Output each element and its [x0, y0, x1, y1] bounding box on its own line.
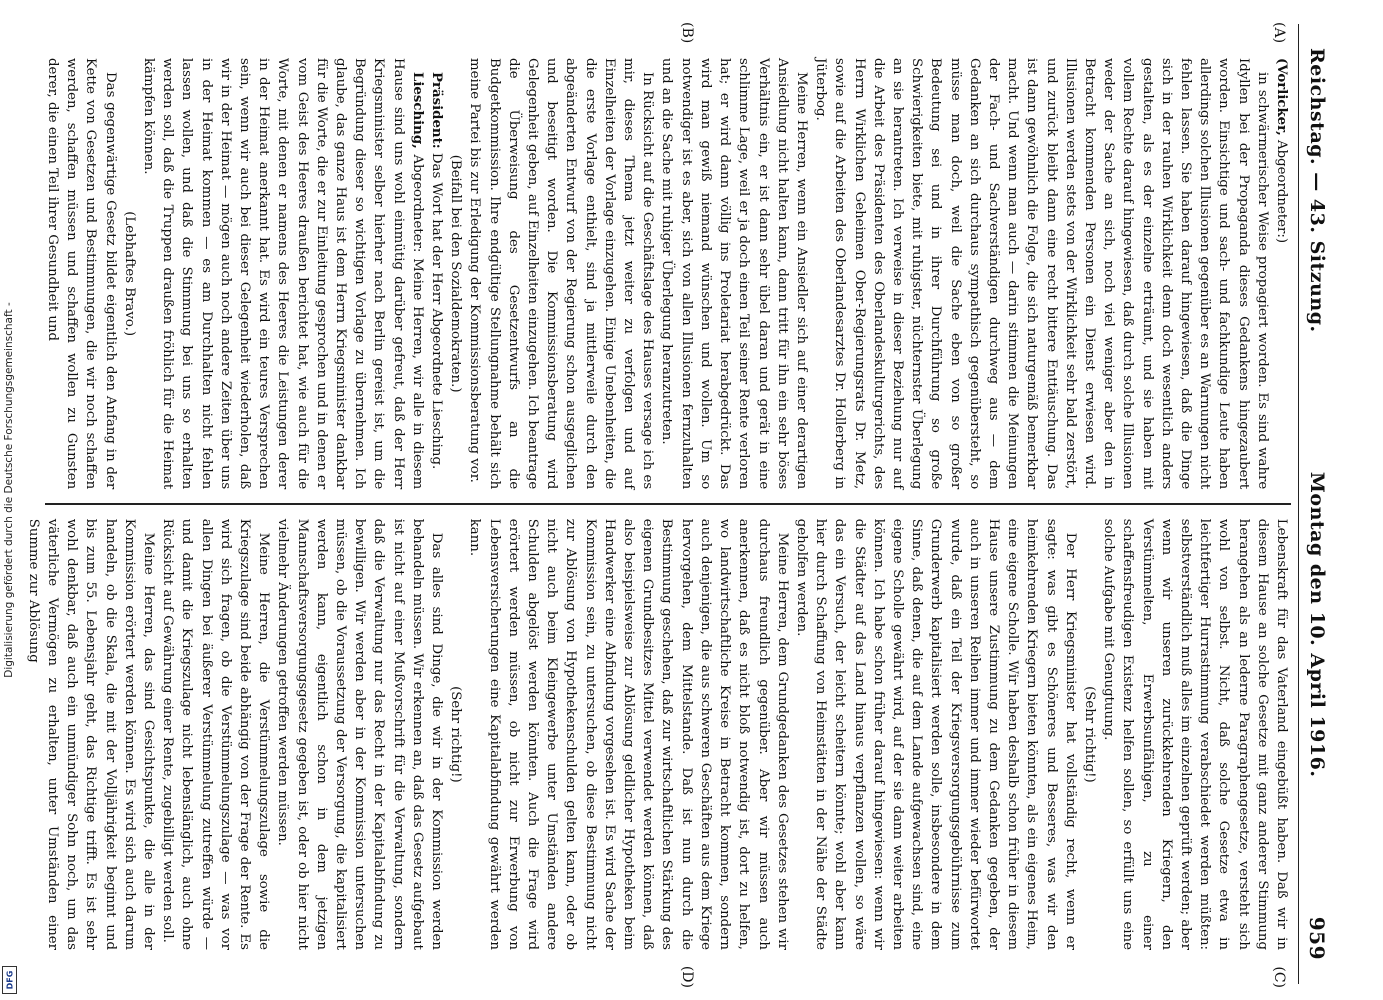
- margin-mark-d: (D): [679, 965, 695, 988]
- paragraph: [811, 58, 1272, 489]
- paragraph-text: Das alles sind Dinge, die wir in der Kommission werden behandeln müssen. Wir erkennen an, daß das Gesetz aufgebaut ist nicht auf einer Mußvorschrift für die Verwaltung, sondern daß die Verwaltung nur das Recht in der Kapitalabfindung zu bewilligen. Wir werden aber in der Kommission untersuchen müssen, ob die Voraussetzung der Versorgung, die kapitalisiert werden kann, eigentlich schon in dem jetzigen Mannschaftsversorgungsgesetz gegeben ist, oder ob hier nicht vielmehr Änderungen getroffen werden müssen.: [275, 518, 445, 950]
- paragraph-text: Meine Herren, das sind Gesichtspunkte, die alle in der Kommission erörtert werden können. Es wird sich auch darum handeln, ob die Skala, die mit der Volljährigkeit beginnt und bis zum 55. Lebensjahr geht, das Richtige trifft. Es ist sehr wohl denkbar, daß auch ein unmündiger Sohn noch, um das väterliche Vermögen zu erhalten, unter Umständen einer Summe zur Ablösung: [25, 518, 157, 950]
- dfg-logo: [2, 966, 17, 994]
- dfg-logo-text: DFG: [5, 970, 14, 990]
- paragraph-text: (Sehr richtig!): [1081, 686, 1097, 783]
- margin-mark-a: (A): [1271, 22, 1287, 44]
- interjection: [446, 58, 465, 489]
- side-credit-text: Digitalisierung gefördert durch die Deutsche Forschungsgemeinschaft -: [3, 302, 15, 678]
- speaker-name: Liesching,: [409, 72, 425, 149]
- paragraph: [158, 519, 273, 950]
- left-column: [45, 44, 1291, 503]
- speaker-name: Präsident:: [429, 72, 445, 149]
- paragraph-text: Abgeordneter:): [1274, 135, 1289, 244]
- paragraph-text: Meine Herren, die Verstümmelungszulage sowie die Kriegszulage sind beide abhängig von der Frage der Rente. Es wird sich fragen, ob die Verstümmelungszulage — was vor allen Dingen bei äußerer Verstümmelung zutreffen würde — und damit die Kriegszulage nicht lebenslänglich, auch ohne Rücksicht auf Gewährung einer Rente, zugebilligt werden soll.: [160, 518, 272, 950]
- speaker-name: (Vorlicker,: [1274, 58, 1289, 136]
- paragraph-text: Meine Herren, wenn ein Ansiedler sich auf einer derartigen Ansiedlung nicht halten kann, dann tritt für ihn ein sehr böses Verhältnis ein, er ist dann sehr übel daran und gerät in eine schlimme Lage, weil er ja doch einen Teil seiner Rente verloren hat; er wird dann völlig ins Proletariat herabgedrückt. Das wird man gewiß niemand wünschen und wollen. Um so notwendiger ist es aber, sich von allen Illusionen fernzuhalten und an die Sache mit ruhiger Überlegung heranzutreten.: [659, 58, 809, 490]
- paragraph-text: Meine Herren, dem Grundgedanken des Gesetzes stehen wir durchaus freundlich gegenüber. Aber wir müssen auch anerkennen, daß es nicht bloß notwendig ist, dort zu helfen, wo landwirtschaftliche Kreise in Betracht kommen, sondern auch denjenigen, die aus schweren Geschäften aus dem Kriege hervorgehen, dem Mittelstande. Daß ist nun durch die Bestimmung geschehen, daß zur wirtschaftlichen Stärkung des eigenen Grundbesitzes Mittel verwendet werden können, daß also beispielsweise zur Ablösung geldlicher Hypotheken beim Handwerker eine Abfindung vorgesehen ist. Es wird Sache der Kommission sein, zu untersuchen, ob diese Bestimmung nicht zur Ablösung von Hypothekenschulden gelten kann, oder ob nicht auch beim Kleingewerbe unter Umständen andere Schulden abgelöst werden könnten. Auch die Frage wird erörtert werden müssen, ob nicht zur Erwerbung von Lebensversicherungen eine Kapitalabfindung gewährt werden kann.: [467, 518, 790, 950]
- newspaper-page: [25, 22, 1335, 988]
- paragraph: [24, 519, 158, 950]
- header-date: Montag den 10. April 1916.: [1306, 471, 1328, 778]
- interjection: [446, 519, 465, 950]
- paragraph-text: Lebenskraft für das Vaterland eingebüßt haben. Daß wir in diesem Hause an solche Gesetze mit ganz anderer Stimmung herangehen als an lederne Paragraphengesetze, versteht sich wohl von selbst. Nicht, daß solche Gesetze etwa in leichtfertiger Hurrastimmung verabschiedet werden müßten: selbstverständlich muß alles im einzelnen geprüft werden; aber wenn wir unseren zurückkehrenden Kriegern, den Verstümmelten, Erwerbsunfähigen, zu einer schaffensfreudigen Existenz helfen sollen, so erfüllt uns eine solche Aufgabe mit Genugtuung.: [1101, 518, 1289, 951]
- margin-mark-c: (C): [1271, 966, 1287, 988]
- paragraph: [465, 58, 657, 489]
- page-header: [1298, 24, 1335, 984]
- text-columns: [25, 44, 1291, 964]
- paragraph-text: (Sehr richtig!): [448, 686, 464, 783]
- interjection: [1080, 519, 1099, 950]
- paragraph: [139, 58, 427, 489]
- page-number: 959: [1305, 916, 1329, 960]
- page-wrap: [25, 22, 1375, 988]
- paragraph-text: Der Herr Kriegsminister hat vollständig recht, wenn er sagte: was gibt es Schöneres und Besseres, was wir den heimkehrenden Kriegern bieten könnten, als ein eigenes Heim, eine eigene Scholle. Wir haben deshalb schon früher in diesem Hause unsere Zustimmung zu dem Gedanken gegeben, der auch in unseren Reihen immer und immer wieder befürwortet wurde, daß ein Teil der Kriegsversorgungsgebührnisse zum Grunderwerb kapitalisiert werden solle, insbesondere in dem Sinne, daß denen, die auf dem Lande aufgewachsen sind, eine eigene Scholle gewährt wird, auf der sie dann weiter arbeiten können. Ich habe schon früher darauf hingewiesen: wenn wir die Städter auf das Land hinaus verpflanzen wollen, so wäre das ein Versuch, der leicht scheitern könnte; wohl aber kann hier durch Schaffung von Heimstätten in der Nähe der Städte geholfen werden.: [793, 518, 1078, 950]
- interjection: [120, 58, 139, 489]
- paragraph: [1272, 58, 1291, 489]
- header-title: Reichstag. — 43. Sitzung.: [1306, 48, 1328, 333]
- margin-mark-b: (B): [679, 22, 695, 44]
- paragraph-text: In Rücksicht auf die Geschäftslage des Hauses versage ich es mir, dieses Thema jetzt weiter zu verfolgen und auf Einzelheiten der Vorlage einzugehen. Einige Unebenheiten, die die erste Vorlage enthielt, sind ja mittlerweile durch den abgeänderten Entwurf von der Regierung schon ausgeglichen und beseitigt worden. Die Kommissionsberatung wird Gelegenheit geben, auf Einzelheiten einzugehen. Ich beantrage die Überweisung des Gesetzentwurfs an die Budgetkommission. Ihre endgültige Stellungnahme behält sich meine Partei bis zur Erledigung der Kommissionsberatung vor.: [467, 58, 656, 490]
- paragraph: [792, 519, 1080, 950]
- paragraph: [465, 519, 791, 950]
- paragraph-text: (Beifall bei den Sozialdemokraten.): [448, 154, 464, 393]
- paragraph-text: Das Wort hat der Herr Abgeordnete Liesching.: [429, 148, 445, 470]
- paragraph: [43, 58, 120, 489]
- paragraph-text: Das gegenwärtige Gesetz bildet eigentlich den Anfang in der Kette von Gesetzen und Bestimmungen, die wir noch schaffen werden, schaffen müssen und schaffen wollen zu Gunsten derer, die einen Teil ihrer Gesundheit und: [45, 58, 118, 490]
- paragraph: [657, 58, 811, 489]
- paragraph: [1099, 519, 1291, 950]
- paragraph-text: in schwärmerischer Weise propagiert worden. Es sind wahre Idyllen bei der Propaganda dieses Gedankens hingezaubert worden. Einsichtige und sach- und fachkundige Leute haben allerdings solchen Illusionen gegenüber es an Warnungen nicht fehlen lassen. Sie haben darauf hingewiesen, daß die Dinge sich in der rauhen Wirklichkeit denn doch wesentlich anders gestalten, als es der einzelne erträumt, und sie haben mit vollem Rechte darauf hingewiesen, daß durch solche Illusionen weder der Sache an sich, noch viel weniger aber den in Betracht kommenden Personen ein Dienst erwiesen wird. Illusionen werden stets von der Wirklichkeit sehr bald zerstört, und zurück bleibt dann eine recht bittere Enttäuschung. Das ist dann gewöhnlich die Folge, die sich naturgemäß bemerkbar macht. Und wenn man auch — darin stimmen die Meinungen der Fach- und Sachverständigen durchweg aus — dem Gedanken an sich durchaus sympathisch gegenübersteht, so müsse man doch, weil die Sache eben von so großer Bedeutung sei und in ihrer Durchführung so große Schwierigkeiten biete, mit ruhigster, nüchternster Überlegung an sie herantreten. Ich verweise in dieser Beziehung nur auf die Arbeit des Präsidenten des Oberlandeskulturgerichts, des Herrn Wirklichen Geheimen Ober-Regierungsrats Dr. Metz, sowie auf die Arbeiten des Oberlandesarztes Dr. Hollerberg in Jüterbog.: [813, 58, 1270, 490]
- paragraph-text: Abgeordneter: Meine Herren, wir alle in diesem Hause sind uns wohl einmütig darüber gefreut, daß der Herr Kriegsminister selber hierher nach Berlin gereist ist, um die Begründung dieser so wichtigen Vorlage zu übernehmen. Ich glaube, das ganze Haus ist dem Herrn Kriegsminister dankbar für die Worte, die er zur Einleitung gesprochen und in denen er vom Geist des Heeres draußen berichtet hat, wie auch für die Worte, mit denen er namens des Heeres die Leistungen derer in der Heimat anerkannt hat. Es wird ein teures Versprechen sein, wenn wir auch bei dieser Gelegenheit wiederholen, daß wir in der Heimat — mögen auch noch andere Zeiten über uns in der Heimat kommen — es am Durchhalten nicht fehlen lassen wollen, und daß die Stimmung bei uns so erhalten werden soll, daß die Truppen draußen fröhlich für die Heimat kämpfen können.: [141, 58, 425, 490]
- paragraph-text: (Lebhaftes Bravo.): [121, 211, 137, 337]
- paragraph: [273, 519, 446, 950]
- right-column: [25, 505, 1291, 964]
- paragraph: [427, 58, 446, 489]
- side-credit: [0, 0, 18, 1000]
